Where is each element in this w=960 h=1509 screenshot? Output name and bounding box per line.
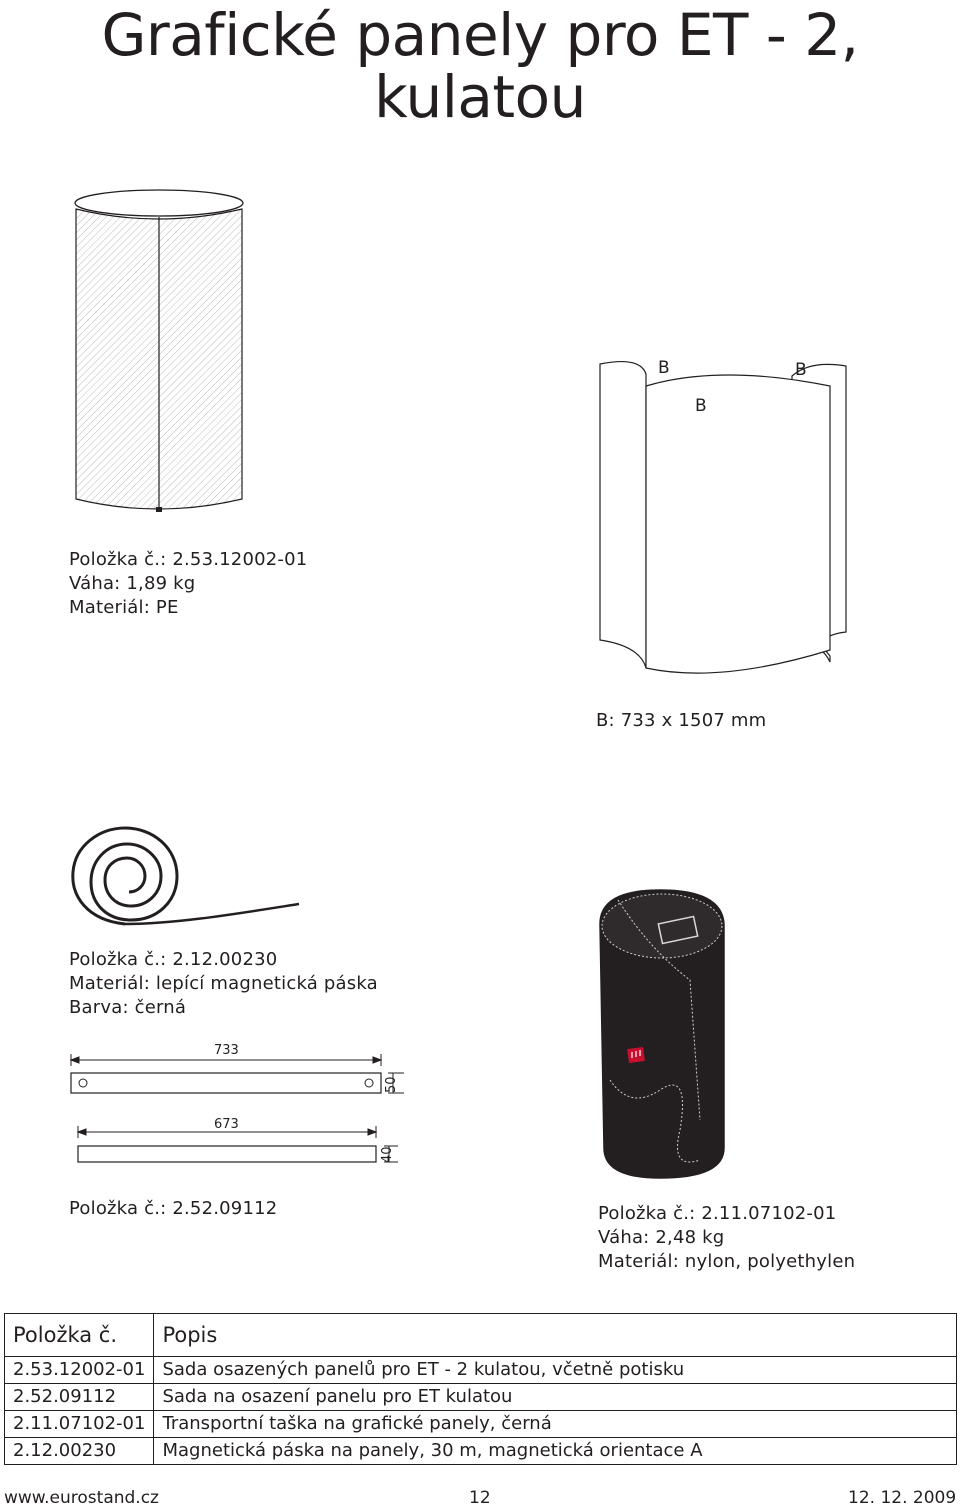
- panels-item-number: Položka č.: 2.53.12002-01: [69, 549, 308, 570]
- bag-material: Materiál: nylon, polyethylen: [598, 1251, 856, 1272]
- panels-weight: Váha: 1,89 kg: [69, 573, 196, 594]
- item-description: Transportní taška na grafické panely, černá: [154, 1411, 957, 1438]
- item-code: 2.53.12002-01: [5, 1357, 154, 1384]
- table-row: [5, 1411, 957, 1438]
- bag-item-number: Položka č.: 2.11.07102-01: [598, 1203, 837, 1224]
- panel-size: B: 733 x 1507 mm: [596, 710, 767, 731]
- panel-label-b-1: B: [658, 358, 670, 378]
- item-code: 2.52.09112: [5, 1384, 154, 1411]
- item-code: 2.12.00230: [5, 1438, 154, 1465]
- tape-color: Barva: černá: [69, 997, 187, 1018]
- table-row: [5, 1438, 957, 1465]
- panels-material: Materiál: PE: [69, 597, 179, 618]
- panel-label-b-2: B: [695, 396, 707, 416]
- item-description: Sada osazených panelů pro ET - 2 kulatou, včetně potisku: [154, 1357, 957, 1384]
- strips-item-number: Položka č.: 2.52.09112: [69, 1198, 278, 1219]
- strip-long-width-label: 733: [214, 1043, 239, 1058]
- page-title-line-2: kulatou: [374, 63, 586, 131]
- strip-long-height-label: 50: [384, 1076, 399, 1093]
- item-code: 2.11.07102-01: [5, 1411, 154, 1438]
- strip-short-height-label: 40: [380, 1146, 395, 1163]
- column-header-description: Popis: [154, 1314, 957, 1357]
- column-header-item: Položka č.: [5, 1314, 154, 1357]
- strip-short-width-label: 673: [214, 1117, 239, 1132]
- items-table: [4, 1313, 957, 1465]
- page-title-line-1: Grafické panely pro ET - 2,: [101, 1, 859, 69]
- footer-website-link[interactable]: www.eurostand.cz: [4, 1488, 159, 1508]
- table-header-row: [5, 1314, 957, 1357]
- footer-date: 12. 12. 2009: [848, 1488, 957, 1508]
- cylinder-panels-illustration: [60, 185, 260, 520]
- panel-label-b-3: B: [795, 360, 807, 380]
- item-description: Sada na osazení panelu pro ET kulatou: [154, 1384, 957, 1411]
- mounting-strips-drawing: [66, 1040, 416, 1170]
- tape-item-number: Položka č.: 2.12.00230: [69, 949, 278, 970]
- curved-panels-illustration: [590, 350, 860, 680]
- tape-material: Materiál: lepící magnetická páska: [69, 973, 378, 994]
- magnetic-tape-roll-illustration: [65, 820, 305, 930]
- transport-bag-illustration: [590, 880, 740, 1190]
- footer-page-number: 12: [469, 1488, 491, 1508]
- bag-weight: Váha: 2,48 kg: [598, 1227, 725, 1248]
- table-row: [5, 1357, 957, 1384]
- item-description: Magnetická páska na panely, 30 m, magnetická orientace A: [154, 1438, 957, 1465]
- table-row: [5, 1384, 957, 1411]
